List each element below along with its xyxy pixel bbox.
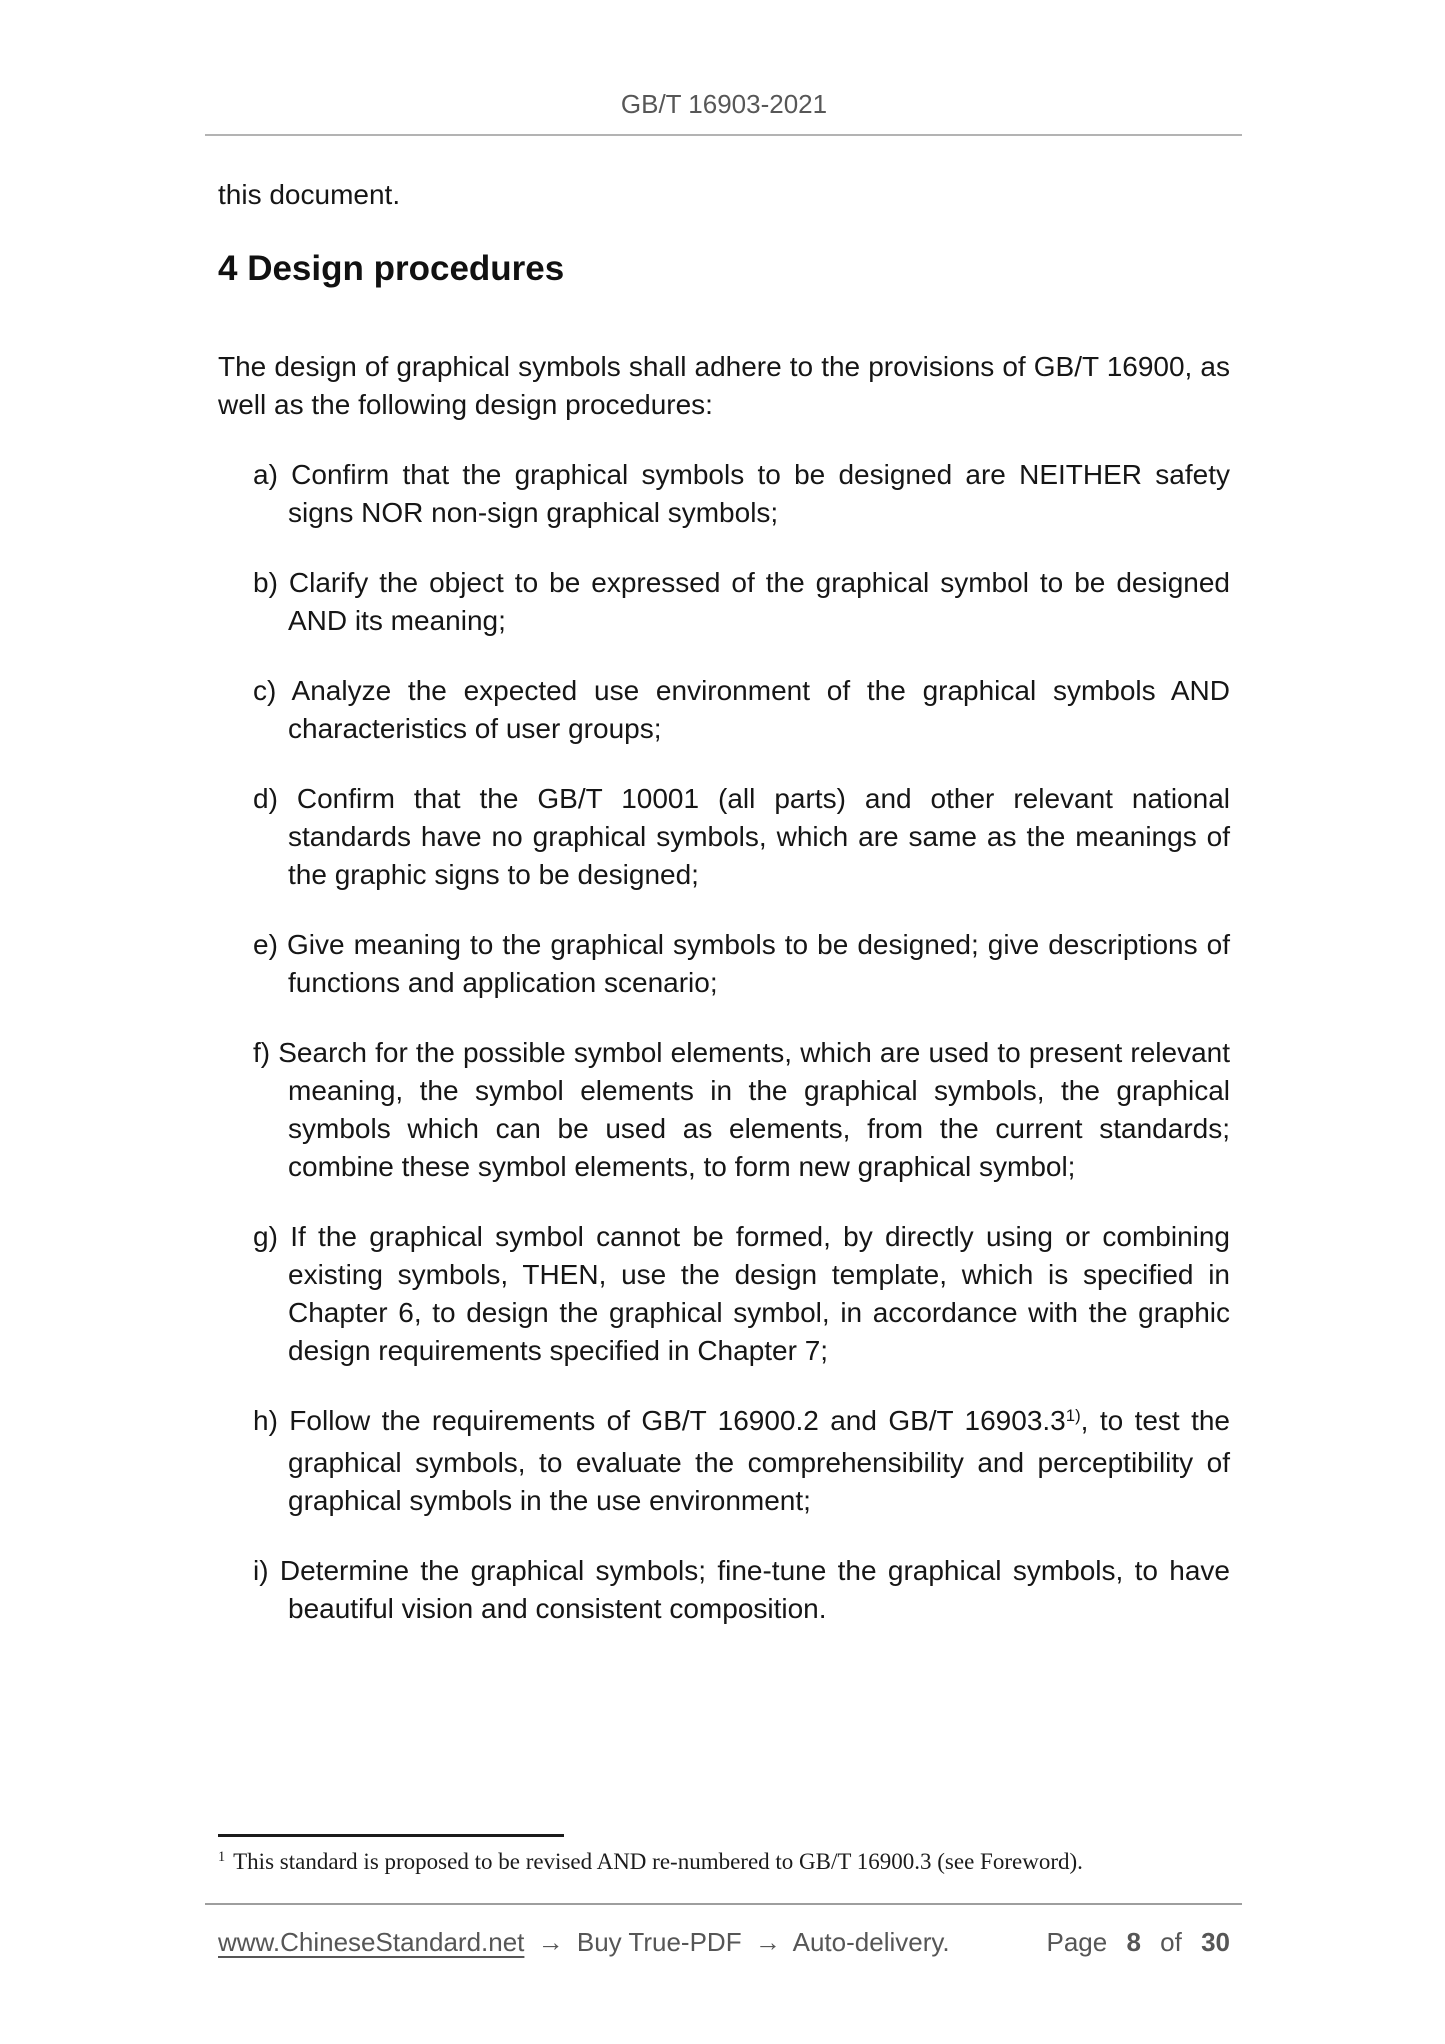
list-marker: g) (253, 1221, 278, 1252)
list-item-text: Confirm that the GB/T 10001 (all parts) and other relevant national standards have no graphical symbols, which are same as the meanings of the graphic signs to be designed; (288, 783, 1230, 890)
list-marker: h) (253, 1405, 278, 1436)
list-item-text: Confirm that the graphical symbols to be designed are NEITHER safety signs NOR non-sign graphical symbols; (288, 459, 1230, 528)
list-marker: i) (253, 1555, 269, 1586)
page-footer (218, 1925, 1230, 1959)
of-word: of (1160, 1927, 1182, 1957)
list-marker: c) (253, 675, 277, 706)
procedure-list (218, 456, 1230, 1628)
page-indicator (1046, 1925, 1230, 1959)
list-item-text: Follow the requirements of GB/T 16900.2 and GB/T 16903.3 (289, 1405, 1066, 1436)
footnote-marker: 1 (218, 1849, 226, 1866)
list-item-text: Determine the graphical symbols; fine-tune the graphical symbols, to have beautiful vision and consistent composition. (279, 1555, 1230, 1624)
list-marker: b) (253, 567, 278, 598)
footer-delivery-label: Auto-delivery. (792, 1927, 950, 1957)
list-item-b (253, 564, 1230, 640)
list-item-text: , to test the graphical symbols, to evaluate the comprehensibility and perceptibility of graphical symbols in the use environment; (288, 1405, 1230, 1516)
list-item-text: Give meaning to the graphical symbols to be designed; give descriptions of functions and application scenario; (286, 929, 1230, 998)
intro-paragraph: The design of graphical symbols shall adhere to the provisions of GB/T 16900, as well as the following design procedures: (218, 351, 1230, 420)
website-link[interactable]: www.ChineseStandard.net (218, 1927, 525, 1957)
footer-divider (205, 1903, 1242, 1905)
header-divider (205, 134, 1242, 136)
footnote-reference: 1) (1065, 1405, 1081, 1425)
list-item-text: Clarify the object to be expressed of the graphical symbol to be designed AND its meaning; (288, 567, 1230, 636)
footer-left (218, 1925, 950, 1959)
list-item-c (253, 672, 1230, 748)
footer-buy-label: Buy True-PDF (576, 1927, 742, 1957)
list-item-text: Analyze the expected use environment of the graphical symbols AND characteristics of user groups; (288, 675, 1230, 744)
list-item-f (253, 1034, 1230, 1186)
list-marker: f) (253, 1037, 271, 1068)
list-item-i (253, 1552, 1230, 1628)
list-item-a (253, 456, 1230, 532)
list-marker: e) (253, 929, 278, 960)
list-item-text: Search for the possible symbol elements, which are used to present relevant meaning, the symbol elements in the graphical symbols, the graphical symbols which can be used as elements, from the current standards; combine these symbol elements, to form new graphical symbol; (278, 1037, 1230, 1182)
arrow-icon: → (754, 1927, 781, 1957)
list-item-g (253, 1218, 1230, 1370)
current-page-number: 8 (1126, 1927, 1141, 1957)
footnote (218, 1847, 1230, 1880)
footnote-divider (218, 1834, 564, 1837)
arrow-icon: → (537, 1927, 564, 1957)
list-item-d (253, 780, 1230, 894)
footnote-text: This standard is proposed to be revised AND re-numbered to GB/T 16900.3 (see Foreword). (233, 1849, 1083, 1874)
lead-in-text: this document. (218, 179, 401, 210)
list-marker: a) (253, 459, 278, 490)
page-word: Page (1046, 1927, 1108, 1957)
list-item-h (253, 1402, 1230, 1520)
total-page-number: 30 (1201, 1927, 1230, 1957)
list-item-e (253, 926, 1230, 1002)
list-item-text: If the graphical symbol cannot be formed, by directly using or combining existing symbols, THEN, use the design template, which is specified in Chapter 6, to design the graphical symbol, in accordance with the graphic design requirements specified in Chapter 7; (288, 1221, 1231, 1366)
page-header-title: GB/T 16903-2021 (620, 89, 828, 119)
section-heading: 4 Design procedures (218, 249, 565, 288)
list-marker: d) (253, 783, 278, 814)
